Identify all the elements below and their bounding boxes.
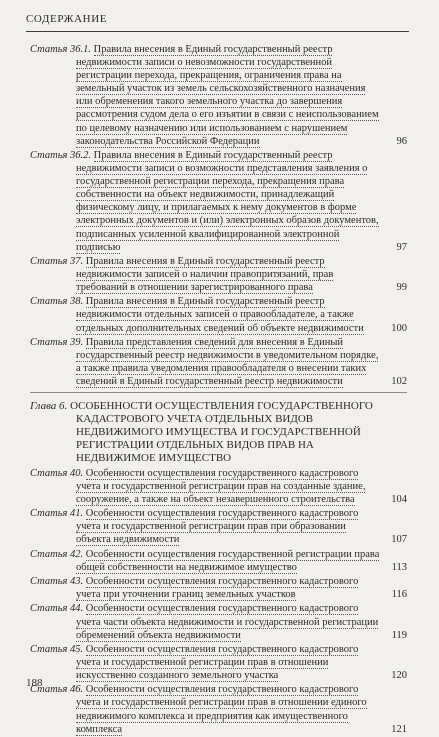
toc-entry-title: Особенности осуществления государственного кадастрового учета и государственной регистрации прав в отношении единого недвижимого комплекса и предприятия как имущественного комплекса <box>76 684 367 735</box>
toc-group-chapter-6 <box>30 467 407 736</box>
toc-entry-page: 96 <box>396 135 407 147</box>
toc-entry-label: Статья 44. <box>30 603 84 615</box>
running-header: СОДЕРЖАНИЕ <box>26 13 108 25</box>
toc-entry-page: 99 <box>396 282 407 294</box>
toc-entry <box>30 255 407 294</box>
toc-entry-label: Статья 36.1. <box>30 44 91 55</box>
toc-entry-label: Статья 37. <box>30 255 84 267</box>
toc-entry <box>30 602 407 641</box>
toc-entry-title: Правила внесения в Единый государственный реестр недвижимости записи о невозможности государственной регистрации перехода, прекращения, ограничения права на земельный участок из земель сельскохозяйственного назначения или обременения такого земельного участка до завершения рассмотрения судом дела о его изъятии в связи с неиспользованием по целевому назначению или использованием с нарушением законодательства Российской Федерации <box>76 44 379 147</box>
page-number: 188 <box>26 677 43 689</box>
toc-entry-label: Статья 45. <box>30 643 84 655</box>
chapter-label: Глава 6. <box>30 400 68 413</box>
toc-entry-page: 121 <box>391 723 407 735</box>
toc-entry-page: 120 <box>391 670 407 682</box>
toc-entry-label: Статья 36.2. <box>30 149 91 161</box>
toc-entry-label: Статья 43. <box>30 576 84 588</box>
toc-entry <box>30 295 407 334</box>
chapter-title: ОСОБЕННОСТИ ОСУЩЕСТВЛЕНИЯ ГОСУДАРСТВЕННОГО КАДАСТРОВОГО УЧЕТА ОТДЕЛЬНЫХ ВИДОВ НЕДВИЖИМОГО ИМУЩЕСТВА И ГОСУДАРСТВЕННОЙ РЕГИСТРАЦИИ ОТДЕЛЬНЫХ ВИДОВ ПРАВ НА НЕДВИЖИМОЕ ИМУЩЕСТВО <box>70 400 373 464</box>
chapter-heading <box>30 400 407 465</box>
header-rule <box>26 31 409 32</box>
toc-entry-title: Правила внесения в Единый государственный реестр недвижимости записей о наличии правопритязаний, прав требований в отношении зарегистрированного права <box>76 255 334 294</box>
toc-entry-page: 97 <box>396 241 407 253</box>
toc-entry-page: 102 <box>391 376 407 388</box>
toc-entry <box>30 548 407 574</box>
chapter-separator <box>30 392 407 393</box>
toc-entry-title: Особенности осуществления государственного кадастрового учета и государственной регистрации прав на созданные здание, сооружение, а также на объект незавершенного строительства <box>76 467 366 505</box>
toc-entry-title: Правила внесения в Единый государственный реестр недвижимости отдельных записей о правообладателе, а также отдельных дополнительных сведений об объекте недвижимости <box>76 296 364 334</box>
toc-entry <box>30 149 407 254</box>
toc-entry-title: Особенности осуществления государственного кадастрового учета и государственной регистрации прав при образовании объекта недвижимости <box>76 508 359 546</box>
toc-group-before-chapter <box>30 43 407 388</box>
toc-entry-label: Статья 41. <box>30 508 84 520</box>
toc-entry <box>30 683 407 735</box>
toc-entry-title: Правила представления сведений для внесения в Единый государственный реестр недвижимости в уведомительном порядке, а также правила уведомления правообладателя о внесении таких сведений в Единый государственный реестр недвижимости <box>76 336 379 388</box>
toc-entry <box>30 336 407 388</box>
toc-entry-page: 113 <box>391 561 407 573</box>
toc-entry-title: Правила внесения в Единый государственный реестр недвижимости записи о возможности представления заявления о государственной регистрации перехода, прекращения права собственности на объект недвижимости, принадлежащий физическому лицу, и прилагаемых к нему документов в форме электронных документов и (или) электронных образов документов, подписанных усиленной квалифицированной электронной подписью <box>76 149 379 253</box>
table-of-contents <box>30 43 407 737</box>
toc-entry <box>30 643 407 682</box>
toc-entry-label: Статья 39. <box>30 336 84 348</box>
toc-entry-page: 104 <box>391 493 407 505</box>
toc-entry-page: 100 <box>391 322 407 334</box>
toc-entry-title: Особенности осуществления государственного кадастрового учета части объекта недвижимости и государственной регистрации обременений объекта недвижимости <box>76 603 379 641</box>
toc-entry-title: Особенности осуществления государственного кадастрового учета при уточнении границ земельных участков <box>76 576 359 601</box>
toc-entry-label: Статья 46. <box>30 684 84 696</box>
toc-entry-page: 116 <box>391 589 407 601</box>
toc-entry <box>30 467 407 506</box>
toc-entry <box>30 507 407 546</box>
toc-entry-label: Статья 38. <box>30 296 84 308</box>
toc-entry-title: Особенности осуществления государственной регистрации права общей собственности на недвижимое имущество <box>76 548 380 573</box>
toc-entry-title: Особенности осуществления государственного кадастрового учета и государственной регистрации прав в отношении искусственно созданного земельного участка <box>76 643 359 682</box>
toc-entry-page: 107 <box>391 534 407 546</box>
toc-entry-label: Статья 42. <box>30 548 84 560</box>
toc-entry <box>30 43 407 148</box>
toc-entry-label: Статья 40. <box>30 467 84 479</box>
toc-entry <box>30 575 407 601</box>
toc-entry-page: 119 <box>391 629 407 641</box>
